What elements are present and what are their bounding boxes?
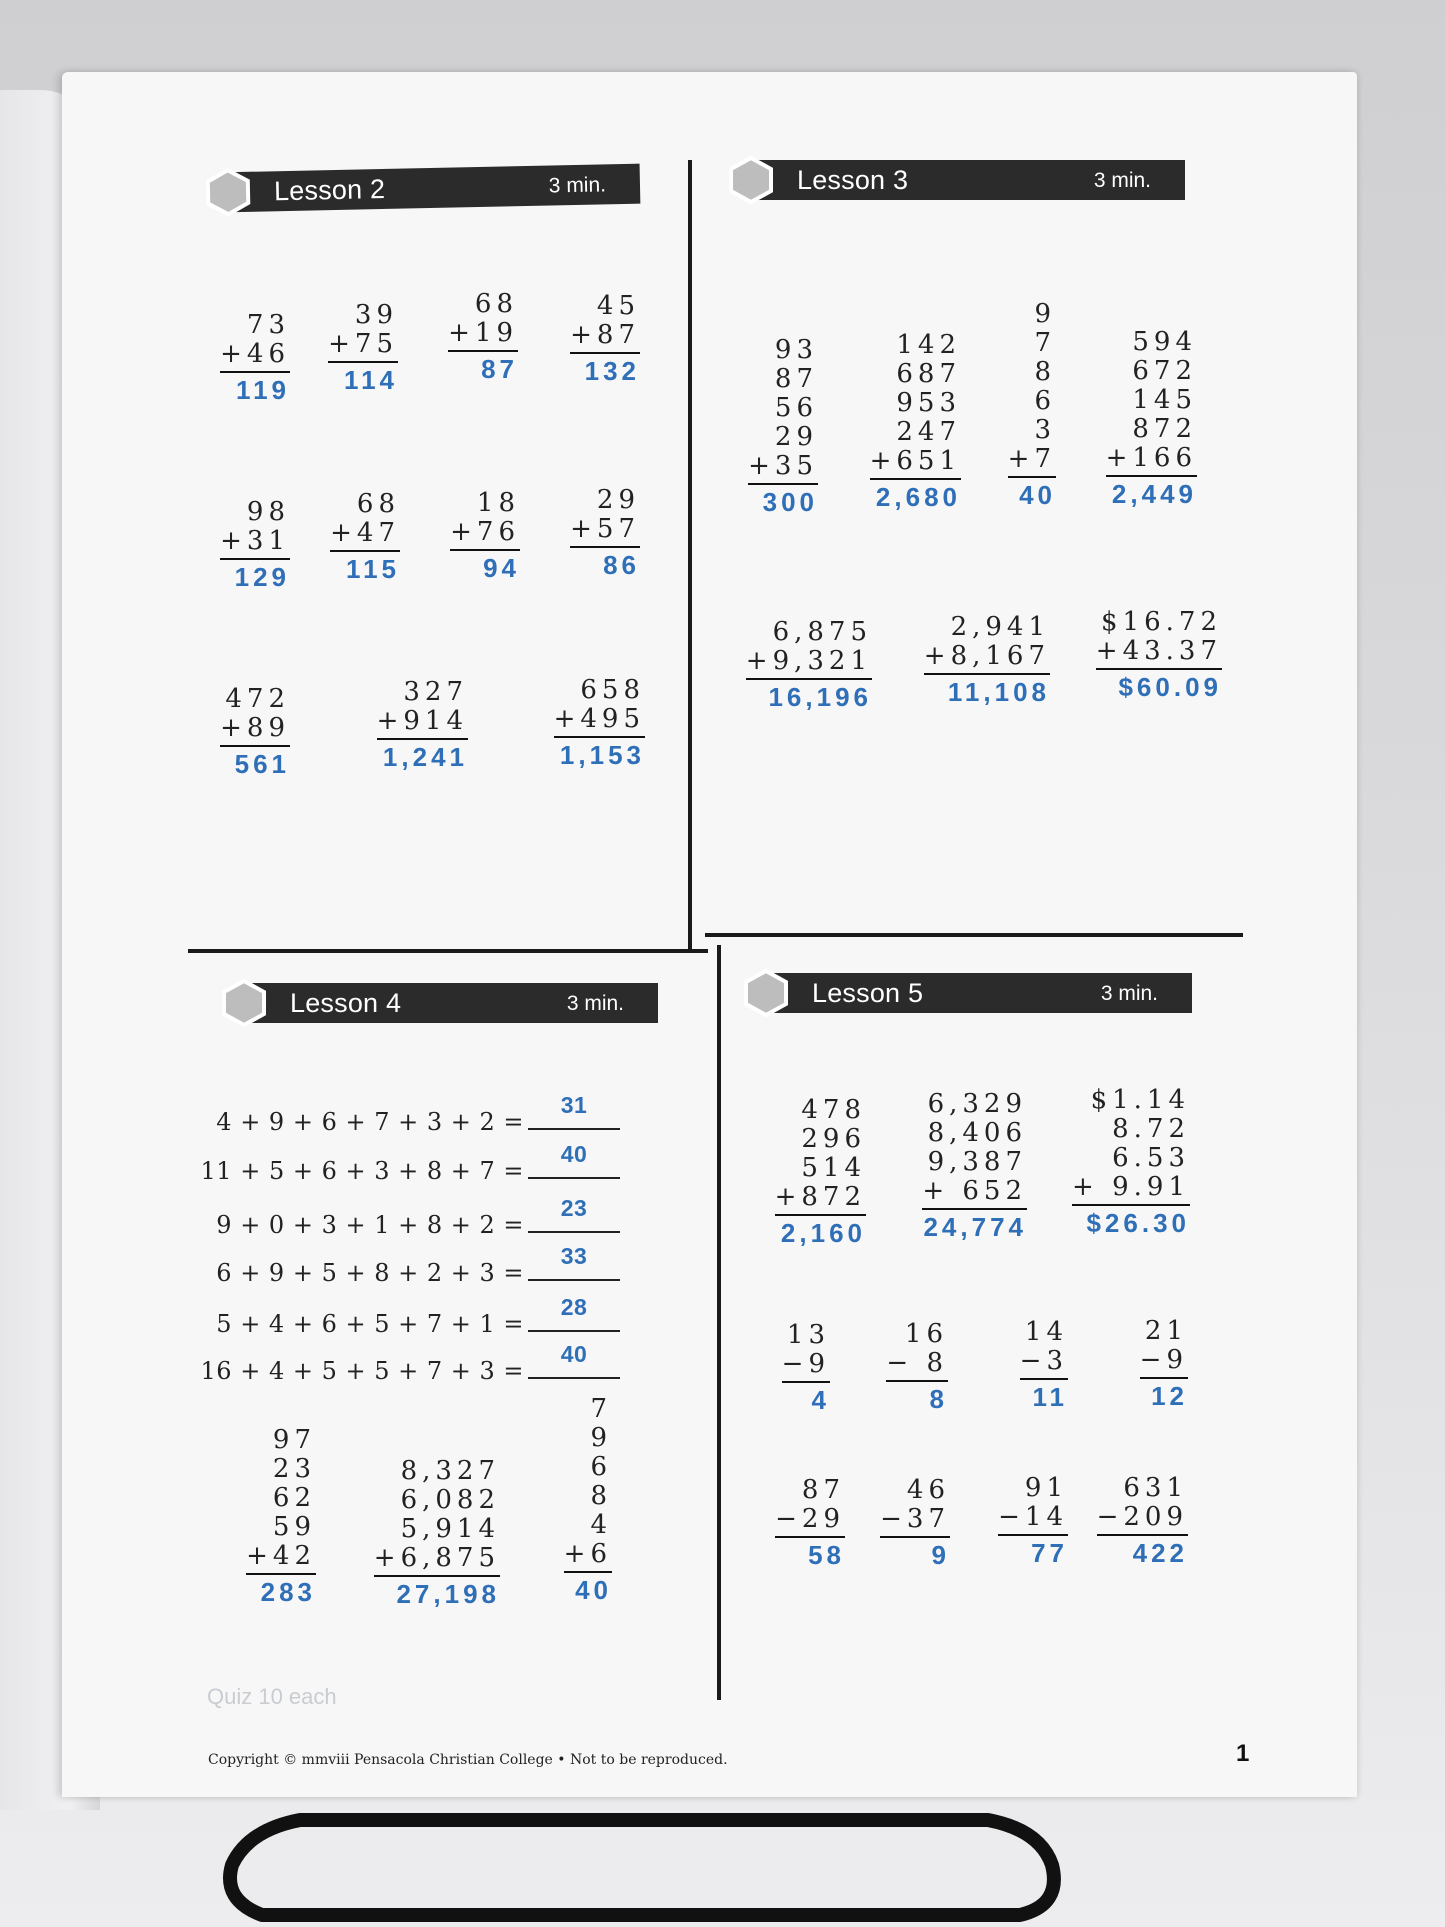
operand-line: 6,082 bbox=[400, 1485, 500, 1515]
operand-line: 7 bbox=[590, 1394, 612, 1424]
operand-line: 9 bbox=[1034, 299, 1056, 329]
l2-problem bbox=[448, 290, 518, 384]
sum-rule bbox=[330, 550, 400, 552]
operand-line: −29 bbox=[775, 1504, 845, 1534]
hexagon-icon bbox=[204, 168, 253, 217]
operand-line: 91 bbox=[1024, 1473, 1068, 1503]
operand-line: 5,914 bbox=[400, 1514, 500, 1544]
answer: 2,449 bbox=[1111, 479, 1197, 509]
operand-line: 62 bbox=[272, 1483, 316, 1513]
l5-problem bbox=[782, 1321, 830, 1415]
answer: 40 bbox=[575, 1575, 612, 1605]
sum-rule bbox=[1097, 1534, 1188, 1536]
operand-line: +46 bbox=[220, 339, 290, 369]
l5-problem bbox=[1097, 1474, 1188, 1568]
operand-line: 472 bbox=[225, 684, 290, 714]
sum-rule bbox=[1106, 475, 1197, 477]
operand-line: 6 bbox=[1034, 386, 1056, 416]
sum-rule bbox=[922, 1208, 1027, 1210]
answer: 1,153 bbox=[559, 740, 645, 770]
operand-line: −9 bbox=[781, 1349, 830, 1379]
copyright-notice: Copyright © mmviii Pensacola Christian College • Not to be reproduced. bbox=[208, 1752, 728, 1768]
lesson-title: Lesson 3 bbox=[797, 165, 909, 195]
operand-line: +651 bbox=[869, 446, 961, 476]
operand-line: +6,875 bbox=[373, 1543, 500, 1573]
answer-blank bbox=[528, 1092, 620, 1130]
operand-line: +31 bbox=[220, 526, 290, 556]
operand-line: 39 bbox=[354, 300, 398, 330]
operand-line: 8.72 bbox=[1112, 1114, 1190, 1144]
l3-problem bbox=[1008, 300, 1056, 510]
operand-line: −9 bbox=[1139, 1345, 1188, 1375]
sum-rule bbox=[450, 549, 520, 551]
answer-blank bbox=[528, 1195, 620, 1233]
sum-rule bbox=[220, 558, 290, 560]
answer: $60.09 bbox=[1118, 672, 1222, 702]
sum-rule bbox=[1020, 1378, 1068, 1380]
operand-line: −3 bbox=[1019, 1346, 1068, 1376]
l5-problem bbox=[886, 1320, 948, 1414]
sum-rule bbox=[886, 1380, 948, 1382]
hexagon-icon bbox=[727, 156, 775, 204]
operand-line: +76 bbox=[450, 517, 520, 547]
vertical-divider-bottom bbox=[717, 945, 721, 1700]
operand-line: + 652 bbox=[922, 1176, 1027, 1206]
operand-line: 7 bbox=[1034, 328, 1056, 358]
operand-line: 68 bbox=[356, 489, 400, 519]
sum-rule bbox=[564, 1571, 612, 1573]
hexagon-icon bbox=[742, 969, 790, 1017]
l2-problem bbox=[570, 292, 640, 386]
operand-line: +47 bbox=[330, 518, 400, 548]
operand-line: +6 bbox=[563, 1539, 612, 1569]
answer-blank bbox=[528, 1141, 620, 1179]
sum-rule bbox=[1072, 1204, 1190, 1206]
operand-line: +42 bbox=[246, 1541, 316, 1571]
operand-line: 514 bbox=[801, 1153, 866, 1183]
answer: 40 bbox=[1019, 480, 1056, 510]
answer-blank bbox=[528, 1294, 620, 1332]
sum-rule bbox=[1008, 476, 1056, 478]
lesson-3-banner bbox=[745, 160, 1185, 200]
answer: 28 bbox=[560, 1294, 588, 1320]
l2-problem bbox=[377, 678, 468, 772]
sum-rule bbox=[448, 350, 518, 352]
operand-line: − 8 bbox=[886, 1348, 948, 1378]
answer: 33 bbox=[560, 1243, 588, 1269]
answer: 31 bbox=[560, 1092, 588, 1118]
operand-line: 594 bbox=[1132, 327, 1197, 357]
sum-rule bbox=[748, 483, 818, 485]
answer: 27,198 bbox=[396, 1579, 500, 1609]
l4-problem bbox=[374, 1457, 500, 1609]
answer: 2,160 bbox=[780, 1218, 866, 1248]
lesson-time: 3 min. bbox=[1093, 169, 1151, 192]
answer: 16,196 bbox=[768, 682, 872, 712]
answer: 119 bbox=[236, 375, 290, 405]
operand-line: 8,327 bbox=[400, 1456, 500, 1486]
equation-row bbox=[216, 1195, 620, 1239]
equation-expression: 5 + 4 + 6 + 5 + 7 + 1 = bbox=[216, 1310, 524, 1338]
operand-line: +57 bbox=[570, 514, 640, 544]
lesson-time: 3 min. bbox=[566, 992, 624, 1015]
l2-problem bbox=[220, 685, 290, 779]
answer: 12 bbox=[1151, 1381, 1188, 1411]
equation-row bbox=[216, 1092, 620, 1136]
operand-line: 4 bbox=[590, 1510, 612, 1540]
operand-line: +495 bbox=[553, 704, 645, 734]
operand-line: 687 bbox=[896, 359, 961, 389]
operand-line: 98 bbox=[246, 497, 290, 527]
equation-expression: 9 + 0 + 3 + 1 + 8 + 2 = bbox=[216, 1211, 524, 1239]
operand-line: 9,387 bbox=[927, 1147, 1027, 1177]
l3-problem bbox=[1096, 608, 1222, 702]
answer: 40 bbox=[560, 1141, 588, 1167]
lesson-title: Lesson 5 bbox=[812, 978, 924, 1008]
operand-line: 14 bbox=[1024, 1317, 1068, 1347]
sum-rule bbox=[328, 361, 398, 363]
l5-problem bbox=[998, 1474, 1068, 1568]
equation-expression: 6 + 9 + 5 + 8 + 2 + 3 = bbox=[216, 1259, 524, 1287]
answer: 132 bbox=[584, 356, 640, 386]
l5-problem bbox=[880, 1476, 950, 1570]
answer: 87 bbox=[481, 354, 518, 384]
answer: 58 bbox=[808, 1540, 845, 1570]
answer: 561 bbox=[234, 749, 290, 779]
l3-problem bbox=[748, 336, 818, 517]
l5-problem bbox=[922, 1090, 1027, 1242]
answer-blank bbox=[528, 1243, 620, 1281]
answer: 40 bbox=[560, 1341, 588, 1367]
operand-line: 56 bbox=[774, 393, 818, 423]
operand-line: 6,875 bbox=[772, 617, 872, 647]
sum-rule bbox=[775, 1214, 866, 1216]
equation-row bbox=[200, 1341, 620, 1385]
answer: 283 bbox=[260, 1577, 316, 1607]
sum-rule bbox=[998, 1534, 1068, 1536]
l3-problem bbox=[870, 331, 961, 512]
answer-blank bbox=[528, 1341, 620, 1379]
sum-rule bbox=[377, 738, 468, 740]
operand-line: +9,321 bbox=[745, 646, 872, 676]
horizontal-divider-left bbox=[188, 949, 708, 953]
sum-rule bbox=[570, 546, 640, 548]
operand-line: +8,167 bbox=[923, 641, 1050, 671]
hexagon-icon bbox=[220, 979, 268, 1027]
sum-rule bbox=[1140, 1377, 1188, 1379]
operand-line: 296 bbox=[801, 1124, 866, 1154]
operand-line: 953 bbox=[896, 388, 961, 418]
operand-line: 631 bbox=[1123, 1473, 1188, 1503]
sum-rule bbox=[220, 745, 290, 747]
operand-line: $16.72 bbox=[1101, 607, 1222, 637]
answer: 422 bbox=[1132, 1538, 1188, 1568]
operand-line: −14 bbox=[998, 1502, 1068, 1532]
operand-line: 73 bbox=[246, 310, 290, 340]
operand-line: 46 bbox=[906, 1475, 950, 1505]
operand-line: 97 bbox=[272, 1425, 316, 1455]
lesson-title: Lesson 2 bbox=[273, 173, 386, 207]
operand-line: 6.53 bbox=[1112, 1143, 1190, 1173]
l5-problem bbox=[1020, 1318, 1068, 1412]
answer: 115 bbox=[346, 554, 400, 584]
operand-line: 8 bbox=[1034, 357, 1056, 387]
operand-line: 59 bbox=[272, 1512, 316, 1542]
operand-line: +87 bbox=[570, 320, 640, 350]
operand-line: 872 bbox=[1132, 414, 1197, 444]
operand-line: +43.37 bbox=[1095, 636, 1222, 666]
operand-line: +19 bbox=[448, 318, 518, 348]
operand-line: 142 bbox=[896, 330, 961, 360]
operand-line: +75 bbox=[328, 329, 398, 359]
answer: 1,241 bbox=[382, 742, 468, 772]
operand-line: 68 bbox=[474, 289, 518, 319]
answer: 11 bbox=[1032, 1382, 1068, 1412]
operand-line: 93 bbox=[774, 335, 818, 365]
operand-line: +872 bbox=[774, 1182, 866, 1212]
vertical-divider-top bbox=[688, 160, 692, 950]
operand-line: +166 bbox=[1105, 443, 1197, 473]
equation-row bbox=[216, 1243, 620, 1287]
answer: 114 bbox=[344, 365, 398, 395]
bleed-through-text: Quiz 10 each bbox=[207, 1684, 337, 1709]
sum-rule bbox=[924, 673, 1050, 675]
page-number: 1 bbox=[1236, 1740, 1250, 1767]
l2-problem bbox=[220, 498, 290, 592]
operand-line: 3 bbox=[1034, 415, 1056, 445]
answer: 11,108 bbox=[947, 677, 1050, 707]
answer: 24,774 bbox=[923, 1212, 1027, 1242]
operand-line: 145 bbox=[1132, 385, 1197, 415]
operand-line: +89 bbox=[220, 713, 290, 743]
equation-row bbox=[200, 1141, 620, 1185]
equation-row bbox=[216, 1294, 620, 1338]
answer: $26.30 bbox=[1086, 1208, 1190, 1238]
operand-line: 658 bbox=[580, 675, 645, 705]
operand-line: −209 bbox=[1096, 1502, 1188, 1532]
operand-line: 8,406 bbox=[927, 1118, 1027, 1148]
operand-line: 2,941 bbox=[950, 612, 1050, 642]
lesson-4-banner bbox=[238, 983, 658, 1023]
l2-problem bbox=[328, 301, 398, 395]
operand-line: 29 bbox=[596, 485, 640, 515]
lesson-time: 3 min. bbox=[548, 173, 607, 198]
operand-line: 247 bbox=[896, 417, 961, 447]
answer: 300 bbox=[762, 487, 818, 517]
l5-problem bbox=[1072, 1086, 1190, 1238]
operand-line: −37 bbox=[880, 1504, 950, 1534]
answer: 4 bbox=[811, 1385, 830, 1415]
operand-line: 23 bbox=[272, 1454, 316, 1484]
sum-rule bbox=[775, 1536, 845, 1538]
horizontal-divider-right bbox=[705, 933, 1243, 937]
lesson-5-banner bbox=[760, 973, 1192, 1013]
operand-line: 18 bbox=[476, 488, 520, 518]
answer: 23 bbox=[560, 1195, 588, 1221]
operand-line: 8 bbox=[590, 1481, 612, 1511]
operand-line: 6,329 bbox=[927, 1089, 1027, 1119]
operand-line: +914 bbox=[376, 706, 468, 736]
lesson-time: 3 min. bbox=[1100, 982, 1158, 1005]
lesson-title: Lesson 4 bbox=[290, 988, 402, 1018]
l2-problem bbox=[330, 490, 400, 584]
l3-problem bbox=[1106, 328, 1197, 509]
equation-expression: 11 + 5 + 6 + 3 + 8 + 7 = bbox=[200, 1157, 524, 1185]
equation-expression: 4 + 9 + 6 + 7 + 3 + 2 = bbox=[216, 1108, 524, 1136]
operand-line: 16 bbox=[904, 1319, 948, 1349]
l2-problem bbox=[450, 489, 520, 583]
operand-line: +35 bbox=[748, 451, 818, 481]
operand-line: 13 bbox=[786, 1320, 830, 1350]
operand-line: 478 bbox=[801, 1095, 866, 1125]
answer: 86 bbox=[603, 550, 640, 580]
operand-line: 9 bbox=[590, 1423, 612, 1453]
answer: 8 bbox=[929, 1384, 948, 1414]
sum-rule bbox=[782, 1381, 830, 1383]
sum-rule bbox=[220, 371, 290, 373]
sum-rule bbox=[554, 736, 645, 738]
sum-rule bbox=[246, 1573, 316, 1575]
answer: 129 bbox=[234, 562, 290, 592]
sum-rule bbox=[374, 1575, 500, 1577]
l3-problem bbox=[746, 618, 872, 712]
sum-rule bbox=[570, 352, 640, 354]
l5-problem bbox=[1140, 1317, 1188, 1411]
l5-problem bbox=[775, 1096, 866, 1248]
operand-line: 45 bbox=[596, 291, 640, 321]
equation-expression: 16 + 4 + 5 + 5 + 7 + 3 = bbox=[200, 1357, 524, 1385]
l5-problem bbox=[775, 1476, 845, 1570]
answer: 94 bbox=[483, 553, 520, 583]
operand-line: + 9.91 bbox=[1072, 1172, 1190, 1202]
operand-line: 87 bbox=[774, 364, 818, 394]
l4-problem bbox=[564, 1395, 612, 1605]
answer: 2,680 bbox=[875, 482, 961, 512]
sum-rule bbox=[1096, 668, 1222, 670]
operand-line: +7 bbox=[1007, 444, 1056, 474]
l3-problem bbox=[924, 613, 1050, 707]
operand-line: 6 bbox=[590, 1452, 612, 1482]
sum-rule bbox=[880, 1536, 950, 1538]
answer: 9 bbox=[931, 1540, 950, 1570]
sum-rule bbox=[870, 478, 961, 480]
operand-line: 29 bbox=[774, 422, 818, 452]
operand-line: 327 bbox=[403, 677, 468, 707]
operand-line: 672 bbox=[1132, 356, 1197, 386]
l2-problem bbox=[220, 311, 290, 405]
operand-line: $1.14 bbox=[1090, 1085, 1190, 1115]
operand-line: 21 bbox=[1144, 1316, 1188, 1346]
l2-problem bbox=[570, 486, 640, 580]
operand-line: 87 bbox=[801, 1475, 845, 1505]
l4-problem bbox=[246, 1426, 316, 1607]
answer: 77 bbox=[1031, 1538, 1068, 1568]
sum-rule bbox=[746, 678, 872, 680]
l2-problem bbox=[554, 676, 645, 770]
